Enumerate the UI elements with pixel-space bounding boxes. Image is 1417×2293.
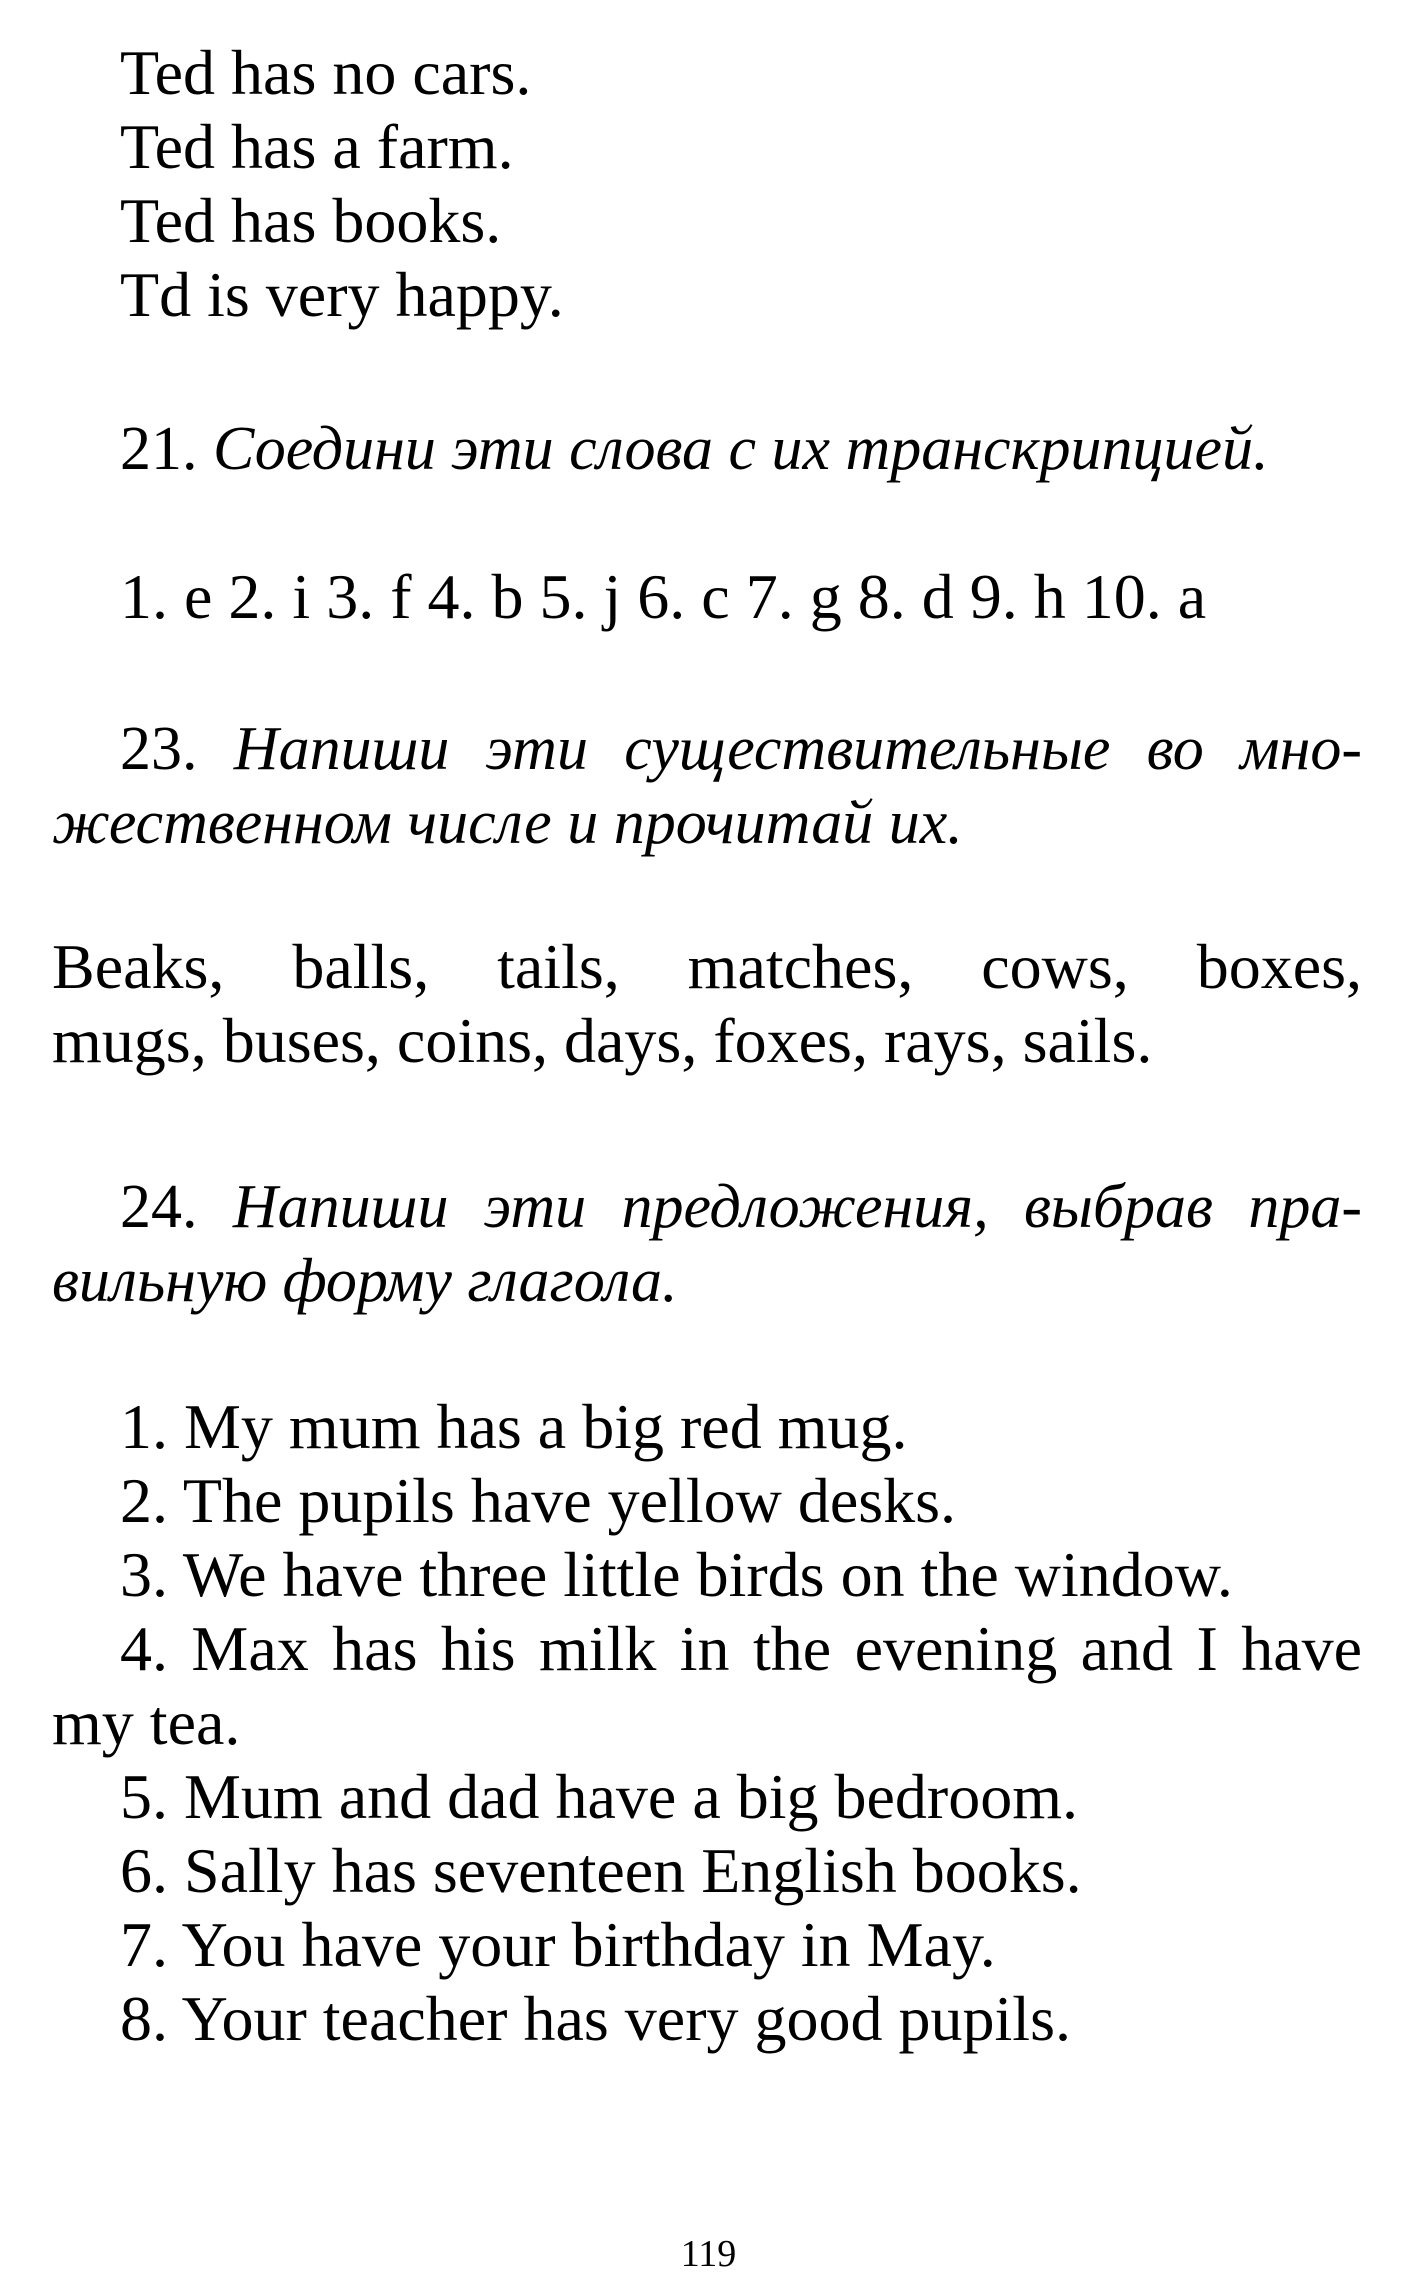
intro-line-3: Ted has books. [120, 185, 502, 256]
exercise-23-number: 23. [120, 715, 198, 783]
exercise-24-answer-4-cont: my tea. [52, 1687, 241, 1758]
exercise-24-heading [120, 1170, 1362, 1244]
exercise-23-heading [120, 712, 1362, 786]
exercise-21-heading [120, 412, 1269, 486]
intro-line-4: Td is very happy. [120, 259, 564, 330]
page-number: 119 [680, 2233, 737, 2275]
exercise-24-answer-6: 6. Sally has seventeen English books. [120, 1835, 1082, 1906]
intro-line-1: Ted has no cars. [120, 37, 532, 108]
exercise-23-answer-line1: Beaks, balls, tails, matches, cows, boxes, [52, 931, 1362, 1002]
exercise-21-instruction: Соедини эти слова с их транскрипцией. [213, 415, 1269, 483]
exercise-24-instruction-line2: вильную форму глагола. [52, 1247, 678, 1315]
exercise-24-heading-cont [52, 1244, 677, 1318]
exercise-23-heading-cont [52, 786, 963, 860]
exercise-21-answer: 1. e 2. i 3. f 4. b 5. j 6. c 7. g 8. d 9. h 10. a [120, 561, 1207, 632]
exercise-23-answer-line2: mugs, buses, coins, days, foxes, rays, sails. [52, 1005, 1153, 1076]
exercise-24-answer-4: 4. Max has his milk in the evening and I have [120, 1613, 1362, 1684]
exercise-24-answer-7: 7. You have your birthday in May. [120, 1909, 996, 1980]
exercise-23-instruction-line1: Напиши эти существительные во мно- [233, 715, 1363, 783]
intro-line-2: Ted has a farm. [120, 111, 514, 182]
exercise-24-instruction-line1: Напиши эти предложения, выбрав пра- [232, 1173, 1362, 1241]
exercise-24-answer-1: 1. My mum has a big red mug. [120, 1391, 908, 1462]
exercise-23-instruction-line2: жественном числе и прочитай их. [52, 789, 963, 857]
exercise-24-answer-3: 3. We have three little birds on the window. [120, 1539, 1233, 1610]
exercise-21-number: 21. [120, 415, 198, 483]
exercise-24-answer-5: 5. Mum and dad have a big bedroom. [120, 1761, 1078, 1832]
exercise-24-number: 24. [120, 1173, 198, 1241]
exercise-24-answer-8: 8. Your teacher has very good pupils. [120, 1983, 1071, 2054]
exercise-24-answer-2: 2. The pupils have yellow desks. [120, 1465, 957, 1536]
